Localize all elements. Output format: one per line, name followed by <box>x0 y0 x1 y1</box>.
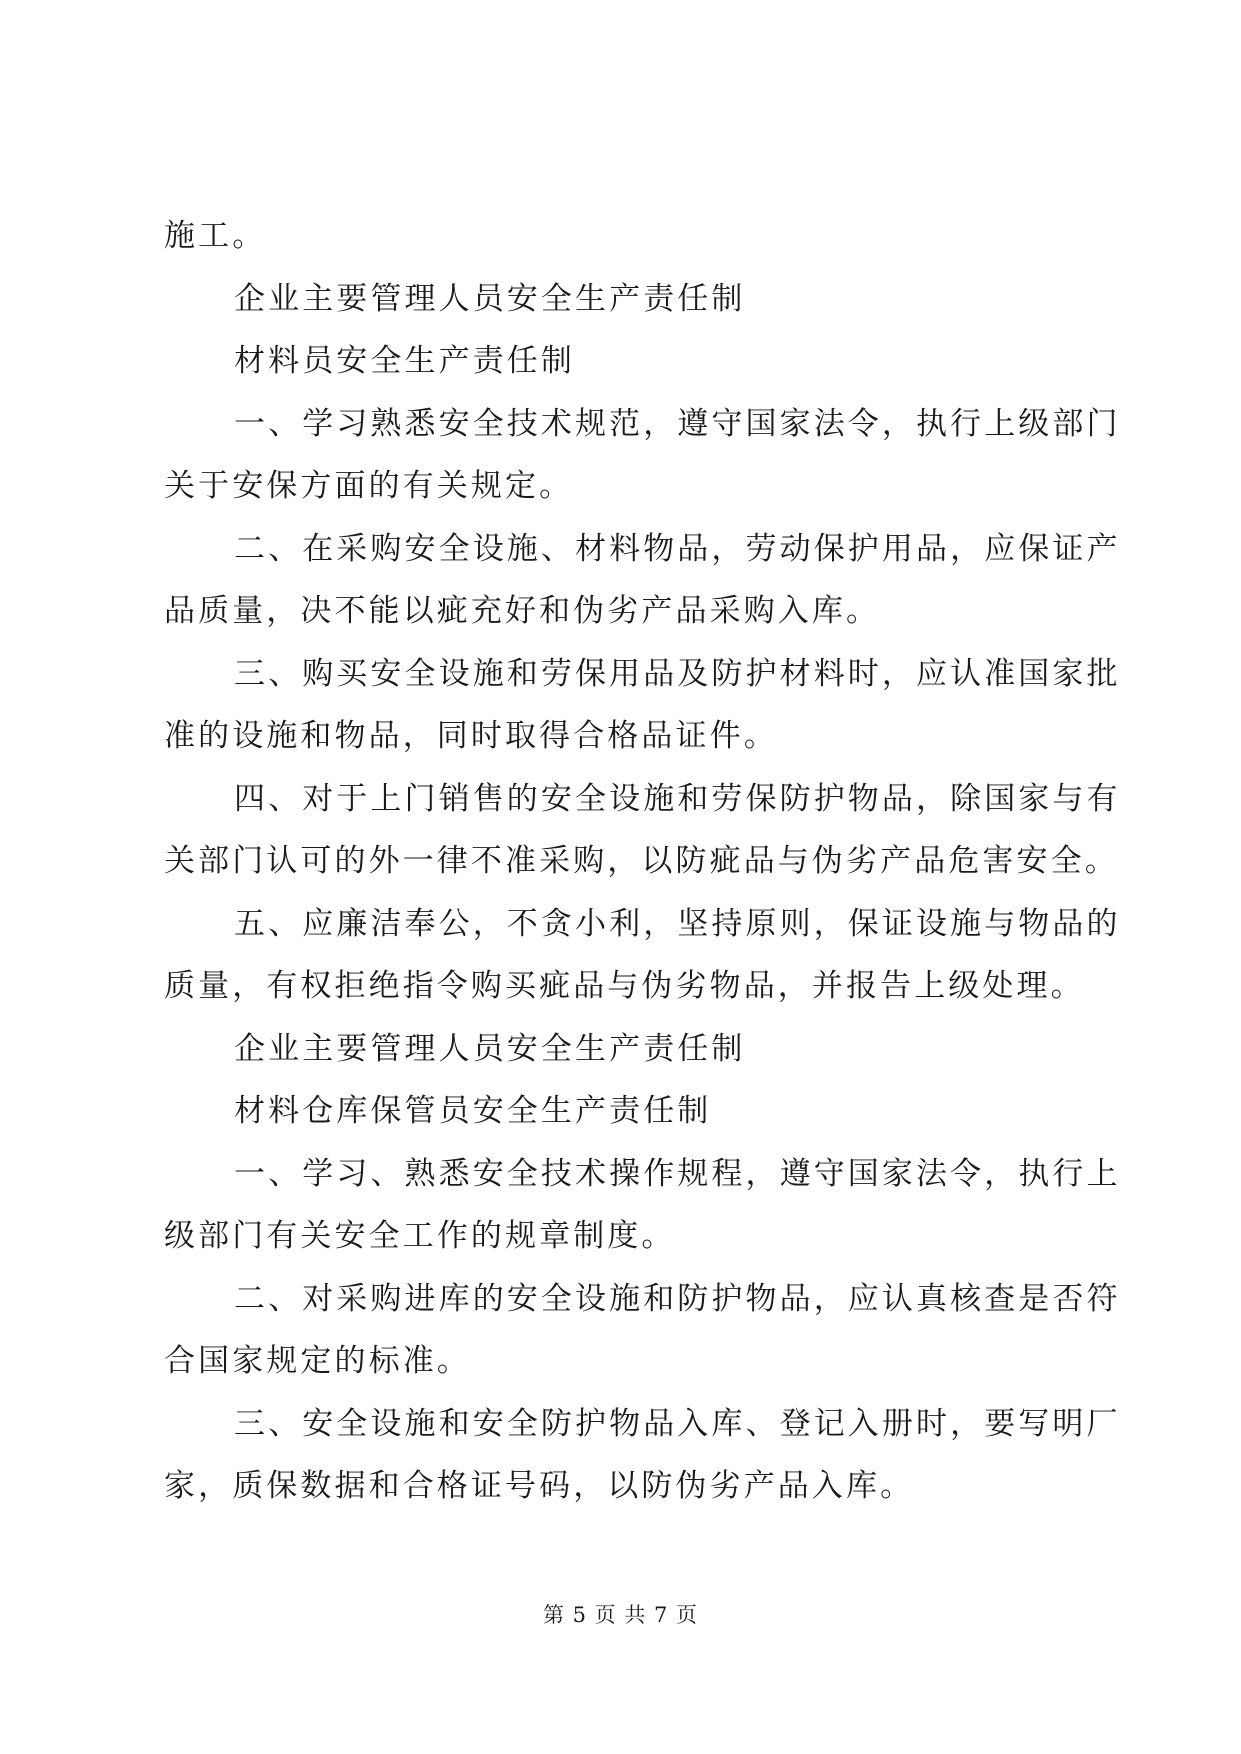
text-line: 一、学习、熟悉安全技术操作规程，遵守国家法令，执行上 <box>234 1155 1121 1192</box>
text-line: 关于安保方面的有关规定。 <box>164 468 574 504</box>
text-line: 一、学习熟悉安全技术规范，遵守国家法令，执行上级部门 <box>234 405 1121 442</box>
text-line: 三、安全设施和安全防护物品入库、登记入册时，要写明厂 <box>234 1405 1121 1442</box>
text-line: 品质量，决不能以疵充好和伪劣产品采购入库。 <box>164 593 881 629</box>
section-heading: 企业主要管理人员安全生产责任制 <box>234 1030 746 1067</box>
text-line: 级部门有关安全工作的规章制度。 <box>164 1218 676 1254</box>
text-line: 五、应廉洁奉公，不贪小利，坚持原则，保证设施与物品的 <box>234 905 1121 942</box>
section-heading: 材料员安全生产责任制 <box>234 343 575 379</box>
text-line: 四、对于上门销售的安全设施和劳保防护物品，除国家与有 <box>234 780 1121 817</box>
text-line: 合国家规定的标准。 <box>164 1343 471 1379</box>
text-line: 家，质保数据和合格证号码，以防伪劣产品入库。 <box>164 1468 915 1504</box>
section-heading: 企业主要管理人员安全生产责任制 <box>234 280 746 317</box>
text-line: 质量，有权拒绝指令购买疵品与伪劣物品，并报告上级处理。 <box>164 968 1085 1004</box>
text-line: 二、在采购安全设施、材料物品，劳动保护用品，应保证产 <box>234 530 1121 567</box>
text-line: 关部门认可的外一律不准采购，以防疵品与伪劣产品危害安全。 <box>164 843 1119 879</box>
document-body <box>164 205 1121 1518</box>
page-footer: 第 5 页 共 7 页 <box>542 1603 699 1627</box>
text-line: 准的设施和物品，同时取得合格品证件。 <box>164 718 778 754</box>
text-line: 二、对采购进库的安全设施和防护物品，应认真核查是否符 <box>234 1280 1121 1317</box>
section-heading: 材料仓库保管员安全生产责任制 <box>234 1093 712 1129</box>
text-line: 施工。 <box>164 218 267 254</box>
text-line: 三、购买安全设施和劳保用品及防护材料时，应认准国家批 <box>234 655 1121 692</box>
